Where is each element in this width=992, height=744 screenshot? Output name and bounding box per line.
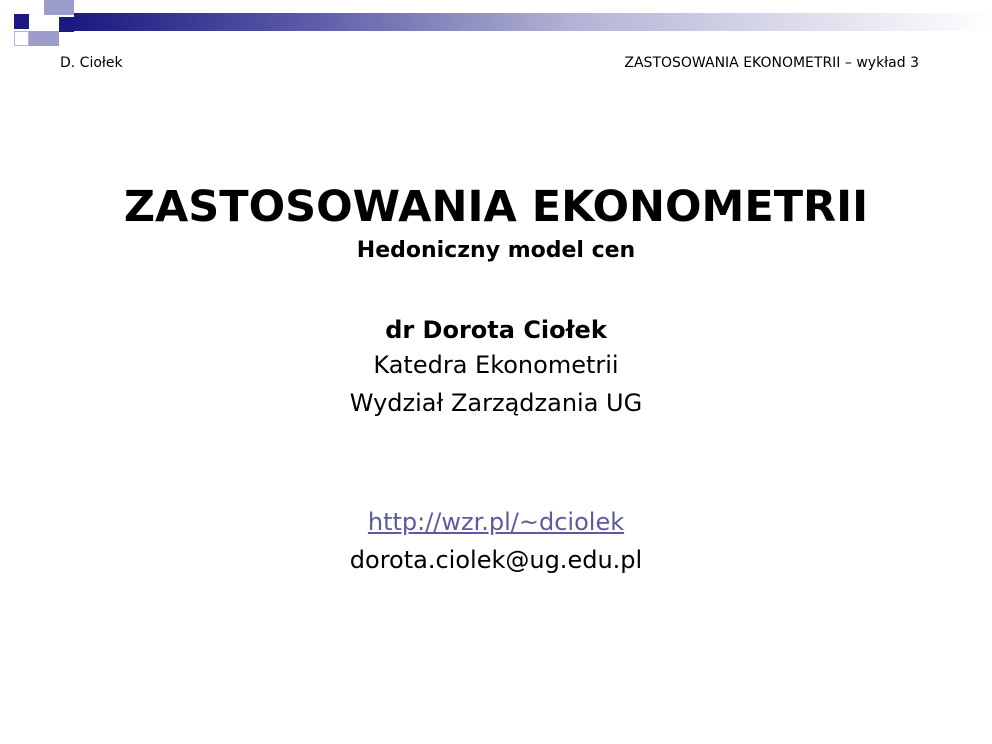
header-gradient-bar [74, 13, 992, 31]
author-department: Katedra Ekonometrii [373, 351, 619, 379]
decor-square [44, 0, 59, 15]
decor-square [59, 0, 74, 15]
author-faculty: Wydział Zarządzania UG [349, 389, 643, 417]
email-address: dorota.ciolek@ug.edu.pl [349, 546, 643, 574]
header-course: ZASTOSOWANIA EKONOMETRII – wykład 3 [624, 55, 919, 71]
decor-square [29, 31, 44, 46]
decor-square [44, 31, 59, 46]
author-name: dr Dorota Ciołek [385, 316, 607, 344]
decor-square [59, 17, 74, 32]
decor-square [14, 14, 29, 29]
slide-content [0, 178, 992, 579]
slide-subtitle: Hedoniczny model cen [356, 238, 636, 263]
website-link[interactable]: http://wzr.pl/~dciolek [367, 508, 625, 536]
header-author: D. Ciołek [60, 55, 123, 71]
slide-title: ZASTOSOWANIA EKONOMETRII [123, 182, 869, 232]
decor-square [14, 31, 29, 46]
